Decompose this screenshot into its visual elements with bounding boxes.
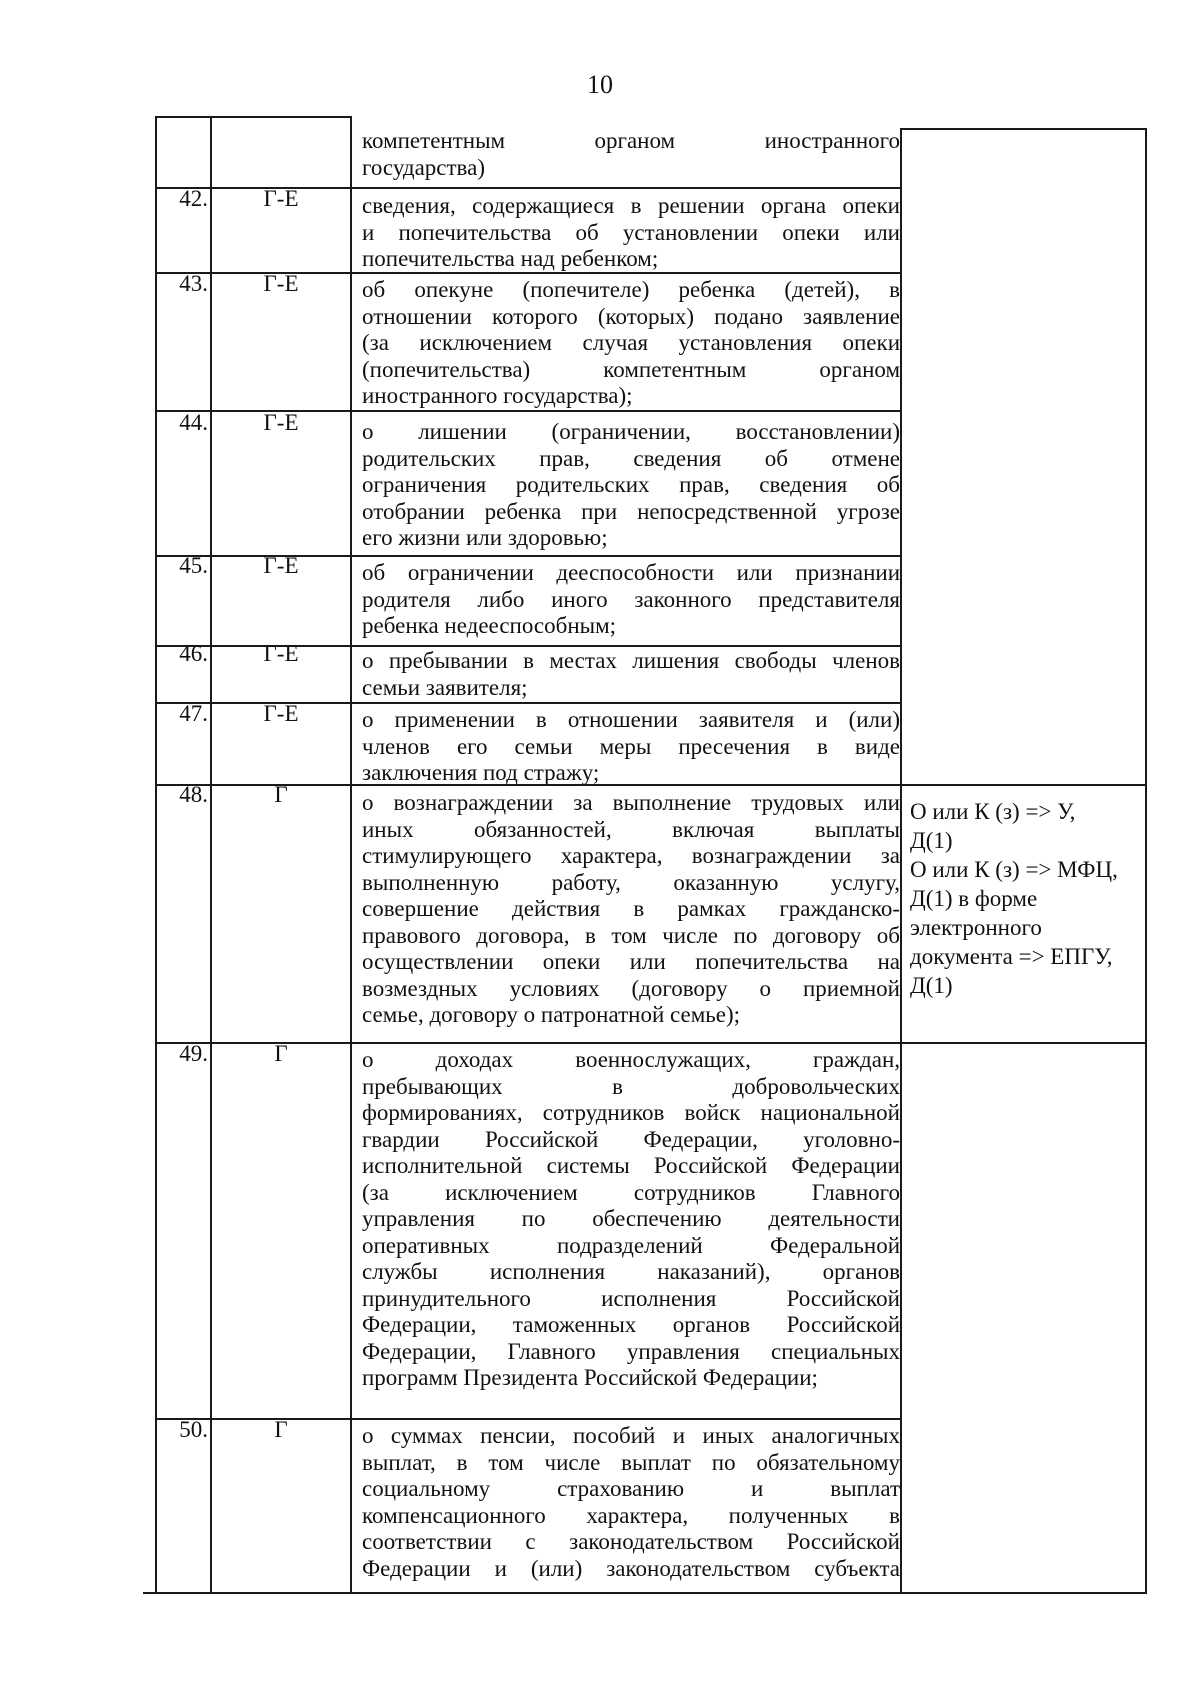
text-line: иностранного государства);: [362, 383, 633, 408]
row-description: [362, 419, 900, 552]
text-line: компенсационного характера, полученных в: [362, 1502, 900, 1528]
text-line: исполнительной системы Российской Федерации: [362, 1153, 900, 1178]
row-description: [362, 277, 900, 410]
row-description: [362, 648, 900, 701]
text-line: о вознаграждении за выполнение трудовых или: [362, 790, 900, 815]
text-line: выполненную работу, оказанную услугу,: [362, 869, 900, 895]
row-number: 42.: [179, 186, 208, 211]
text-line: семье, договору о патронатной семье);: [362, 1002, 741, 1027]
text-line: попечительства над ребенком;: [362, 246, 659, 271]
text-line: социальному страхованию и выплат: [362, 1476, 900, 1501]
row-code: Г: [274, 1041, 288, 1066]
text-line: (за исключением сотрудников Главного: [362, 1179, 900, 1205]
row-code: Г: [274, 1417, 288, 1442]
row-code: Г-Е: [263, 553, 299, 578]
row-number: 47.: [179, 701, 208, 726]
text-line: Д(1): [910, 828, 953, 853]
text-line: пребывающих в добровольческих: [362, 1073, 900, 1099]
delivery-method: [910, 797, 1140, 1000]
text-line: программ Президента Российской Федерации;: [362, 1365, 818, 1390]
continuation-text: [362, 128, 900, 181]
text-line: иных обязанностей, включая выплаты: [362, 816, 900, 842]
row-number: 45.: [179, 553, 208, 578]
text-line: заключения под стражу;: [362, 760, 600, 785]
text-line: Д(1) в форме: [910, 886, 1038, 911]
text-line: сведения, содержащиеся в решении органа опеки: [362, 193, 900, 218]
text-line: возмездных условиях (договору о приемной: [362, 975, 900, 1001]
text-line: Федерации, Главного управления специальных: [362, 1338, 900, 1364]
text-line: (за исключением случая установления опеки: [362, 330, 900, 355]
row-code: Г-Е: [263, 186, 299, 211]
text-line: его жизни или здоровью;: [362, 525, 608, 550]
text-line: О или К (з) => МФЦ,: [910, 857, 1118, 882]
text-line: стимулирующего характера, вознаграждении за: [362, 843, 900, 868]
text-line: об ограничении дееспособности или признании: [362, 560, 900, 585]
row-description: [362, 790, 900, 1029]
text-line: осуществлении опеки или попечительства на: [362, 949, 900, 974]
text-line: гвардии Российской Федерации, уголовно-: [362, 1126, 900, 1152]
text-line: государства): [362, 154, 485, 180]
row-number: 50.: [179, 1417, 208, 1442]
row-number: 44.: [179, 410, 208, 435]
text-line: управления по обеспечению деятельности: [362, 1206, 900, 1231]
text-line: службы исполнения наказаний), органов: [362, 1259, 900, 1284]
row-code: Г-Е: [263, 410, 299, 435]
text-line: принудительного исполнения Российской: [362, 1285, 900, 1311]
row-code: Г: [274, 782, 288, 807]
text-line: Федерации, таможенных органов Российской: [362, 1312, 900, 1337]
text-line: оперативных подразделений Федеральной: [362, 1232, 900, 1258]
row-code: Г-Е: [263, 701, 299, 726]
text-line: отобрании ребенка при непосредственной угрозе: [362, 498, 900, 524]
text-line: о пребывании в местах лишения свободы членов: [362, 648, 900, 673]
row-code: Г-Е: [263, 271, 299, 296]
text-line: ограничения родительских прав, сведения об: [362, 472, 900, 497]
row-description: [362, 1047, 900, 1392]
text-line: о применении в отношении заявителя и (или): [362, 707, 900, 732]
text-line: членов его семьи меры пресечения в виде: [362, 733, 900, 759]
text-line: ребенка недееспособным;: [362, 613, 617, 638]
row-description: [362, 193, 900, 273]
text-line: правового договора, в том числе по договору об: [362, 922, 900, 948]
text-line: формированиях, сотрудников войск национальной: [362, 1100, 900, 1125]
row-description: [362, 1423, 900, 1582]
page-number: 10: [587, 70, 613, 99]
row-number: 49.: [179, 1041, 208, 1066]
text-line: о доходах военнослужащих, граждан,: [362, 1047, 900, 1072]
text-line: компетентным органом иностранного: [362, 128, 900, 153]
row-description: [362, 707, 900, 787]
text-line: родителя либо иного законного представителя: [362, 586, 900, 612]
text-line: соответствии с законодательством Российской: [362, 1529, 900, 1554]
text-line: документа => ЕПГУ,: [910, 944, 1113, 969]
text-line: (попечительства) компетентным органом: [362, 356, 900, 382]
text-line: О или К (з) => У,: [910, 799, 1076, 824]
row-description: [362, 560, 900, 640]
text-line: отношении которого (которых) подано заявление: [362, 303, 900, 329]
text-line: родительских прав, сведения об отмене: [362, 445, 900, 471]
text-line: выплат, в том числе выплат по обязательному: [362, 1449, 900, 1475]
text-line: о лишении (ограничении, восстановлении): [362, 419, 900, 444]
text-line: электронного: [910, 915, 1042, 940]
row-number: 46.: [179, 641, 208, 666]
text-line: совершение действия в рамках гражданско-: [362, 896, 900, 921]
row-code: Г-Е: [263, 641, 299, 666]
text-line: Д(1): [910, 973, 953, 998]
text-line: Федерации и (или) законодательством субъекта: [362, 1555, 900, 1581]
text-line: и попечительства об установлении опеки или: [362, 219, 900, 245]
row-number: 48.: [179, 782, 208, 807]
text-line: семьи заявителя;: [362, 674, 528, 700]
text-line: об опекуне (попечителе) ребенка (детей), в: [362, 277, 900, 302]
row-number: 43.: [179, 271, 208, 296]
text-line: о суммах пенсии, пособий и иных аналогичных: [362, 1423, 900, 1448]
